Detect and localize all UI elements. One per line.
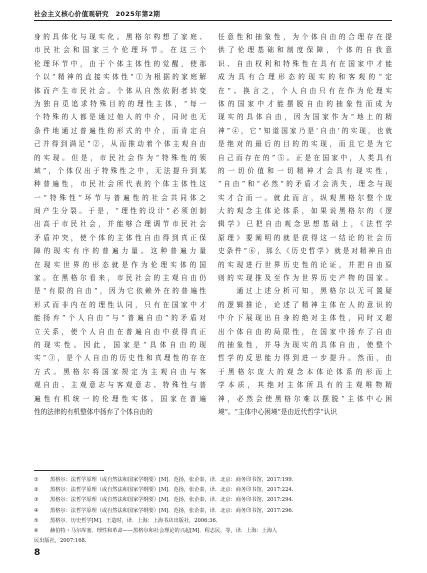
footnote: [34, 526, 392, 536]
footnotes: [34, 475, 392, 546]
footnote-text: 黑格尔：法哲学原理（或自然法和国家学纲要）[M]．范扬，张企泰，译．北京：商务印书馆，2017:296.: [50, 507, 294, 514]
text-line: 一“特殊性”环节与普遍性的社会共同体之: [34, 193, 206, 202]
text-line: 史条件”⑥，那么《历史哲学》就是对精神自由: [218, 247, 392, 256]
text-line: 是“有限的自由”，因为它依赖外在的普遍性: [34, 287, 206, 296]
text-line: 遍性有机统一的伦理性实体。国家在普遍: [34, 394, 206, 403]
footnote: [34, 495, 392, 505]
text-line: 哲学的反思能力得到进一步提升。然而，由: [218, 354, 392, 363]
text-line: 障的现实有序的普遍力量。这种普遍力量: [34, 247, 206, 256]
footnote-number: ③: [34, 497, 39, 504]
footnote-text: 黑格尔：法哲学原理（或自然法和国家学纲要）[M]．范扬，张企泰，译．北京：商务印书馆，2017:224.: [50, 487, 294, 494]
text-line: 的逻辑推论，论述了精神主体在人的意识的: [218, 300, 392, 309]
footnote-text: 黑格尔：法哲学原理（或自然法和国家学纲要）[M]．范扬，张企泰，译．北京：商务印书馆，2017:294.: [50, 497, 294, 504]
text-line: 体而产生市民社会。个体从自然依附者转变: [34, 86, 206, 95]
text-line: 条件地通过普遍性的形式的中介，而肯定自: [34, 126, 206, 135]
text-line: 于黑格尔庞大的观念本体论体系的形而上: [218, 367, 392, 376]
text-line: 的抽象性，并导为现实的具体自由，使整个: [218, 340, 392, 349]
text-line: 形式而非内在的理性认同，只有在国家中才: [34, 300, 206, 309]
text-line: 立关系，使个人自由在普遍自由中获得真正: [34, 327, 206, 336]
text-line: 间产生分裂。于是，“理性的设计”必须创制: [34, 207, 206, 216]
text-line: 的现实性。因此，国家是“具体自由的现: [34, 340, 206, 349]
text-line: 现实的具体自由，因为国家作为“地上的精: [218, 113, 392, 122]
text-line: 神，必然会使黑格尔难以摆脱“主体中心困: [218, 394, 392, 403]
text-line: 的一切价值和一切精神才会具有现实性，: [218, 166, 392, 175]
footnote: [34, 506, 392, 516]
text-line: 能扬弃“个人自由”与“普遍自由”的矛盾对: [34, 314, 206, 323]
text-line: 实”③，是个人自由的历史性和真理性的存在: [34, 354, 206, 363]
text-line: 在”。换言之，个人自由只有在作为伦理实: [218, 86, 392, 95]
footnote-number: ②: [34, 487, 39, 494]
text-line: 原理》要阐明的就是获得这一结论的社会历: [218, 233, 392, 242]
text-line: 识、自由权利和特殊性在具有在国家中才能: [218, 59, 392, 68]
footnote-number: ①: [34, 477, 39, 483]
text-line: 中介下展现出自身的绝对主体性，同时又超: [218, 314, 392, 323]
text-line: 学本质，其绝对主体所具有的主观唯物精: [218, 381, 392, 390]
footnote-text: 赫伯特・马尔库塞．理性和革命——黑格尔和社会理论的兴起[M]．程志民，等，译．上海：上海人: [50, 528, 278, 535]
footnote-text: 黑格尔．历史哲学[M]．王造时，译．上海：上海书店出版社，2006:36.: [50, 517, 218, 524]
footnote: [34, 516, 392, 526]
journal-header: 社会主义核心价值观研究 2025年第2期: [34, 10, 161, 18]
text-line: 在现实世界的形态就是作为伦理实体的国: [34, 260, 206, 269]
footnote-number: ⑤: [34, 517, 39, 524]
text-line: 实才合而一。就此而言，纵观黑格尔整个庞: [218, 193, 392, 202]
text-line: 己并得到满足”②，从而推动着个体主观自由: [34, 140, 206, 149]
text-line: 大的观念主体论体系，如果说黑格尔的《逻: [218, 207, 392, 216]
text-line: 成为具有合理形态的现实的和客观的“定: [218, 73, 392, 82]
text-line: 通过上述分析可知，黑格尔以无可置疑: [218, 287, 392, 296]
text-line: 是绝对的最后的目的的实现，而且它是为它: [218, 140, 392, 149]
text-line: 为独自觅追求特殊目的的理性主体，“每一: [34, 99, 206, 108]
text-line: 则的实现推及至作为世界历史产物的国家。: [218, 274, 392, 283]
header-rule: [34, 20, 392, 21]
text-line: 性的法律的有机整体中扬弃了个体自由的: [34, 407, 153, 416]
text-line: 伦理环节中，由于个体主体性的觉醒，使那: [34, 59, 206, 68]
text-line: 神”④，它“知道国家乃是‘自由’的实现，也就: [218, 126, 392, 135]
text-line: “自由”和“必然”的矛盾才会消失，理念与现: [218, 180, 392, 189]
text-line: 家。在黑格尔看来，市民社会的主观自由仍: [34, 274, 206, 283]
text-line: 个以“精神的直接实体性”①为根据的家庭解: [34, 73, 206, 82]
text-line: 的实现进行世界历史性的论证，并把自由原: [218, 260, 392, 269]
footnote: [34, 485, 392, 495]
footnote-rule: [34, 470, 104, 471]
text-line: 自己而存在的”⑤。正是在国家中，人类具有: [218, 153, 392, 162]
text-line: 域”，个体仅出于特殊性之中，无法提升到某: [34, 166, 206, 175]
footnote-number: ⑥: [34, 528, 39, 535]
footnote-continuation: 民出版社，2007:168.: [34, 538, 87, 545]
text-line: 出个体自由的局限性，在国家中扬弃了自由: [218, 327, 392, 336]
page-number: 8: [34, 548, 41, 558]
text-line: 的实现。但是，市民社会作为“特殊性的领: [34, 153, 206, 162]
text-line: 种普遍性，市民社会所代表的个体主体性这: [34, 180, 206, 189]
text-line: 观自由、主观意志与客观意志、特殊性与普: [34, 381, 206, 390]
footnote-text: 黑格尔：法哲学原理（或自然法和国家学纲要）[M]．范扬，张企泰，译．北京：商务印书馆，2017:199.: [50, 477, 294, 483]
text-line: 身的具体化与现实化。黑格尔构想了家庭、: [34, 33, 206, 41]
text-line: 辑学》已把自由观念思想基础上，《法哲学: [218, 220, 392, 229]
left-column: [34, 31, 206, 419]
footnote: [34, 475, 392, 485]
right-column: [218, 31, 392, 419]
text-line: 矛盾冲突，使个体的主体性自由得到真正保: [34, 233, 206, 242]
text-line: 市民社会和国家三个伦理环节。在这三个: [34, 46, 206, 55]
text-line: 出高于市民社会，并能够合理调节市民社会: [34, 220, 206, 229]
text-line: 境”。“主体中心困境”是由近代哲学“认识: [218, 407, 337, 416]
footnote-number: ④: [34, 507, 39, 514]
text-line: 供了伦理基础和制度保障，个体的自我意: [218, 46, 392, 55]
text-line: 个特殊的人都是通过他人的中介，同时也无: [34, 113, 206, 122]
text-line: 任意性和抽象性，为个体自由的合理存在提: [218, 33, 392, 41]
text-line: 方式。黑格尔将国家规定为主观自由与客: [34, 367, 206, 376]
text-line: 体的国家中才能摆脱自由的抽象性而成为: [218, 99, 392, 108]
